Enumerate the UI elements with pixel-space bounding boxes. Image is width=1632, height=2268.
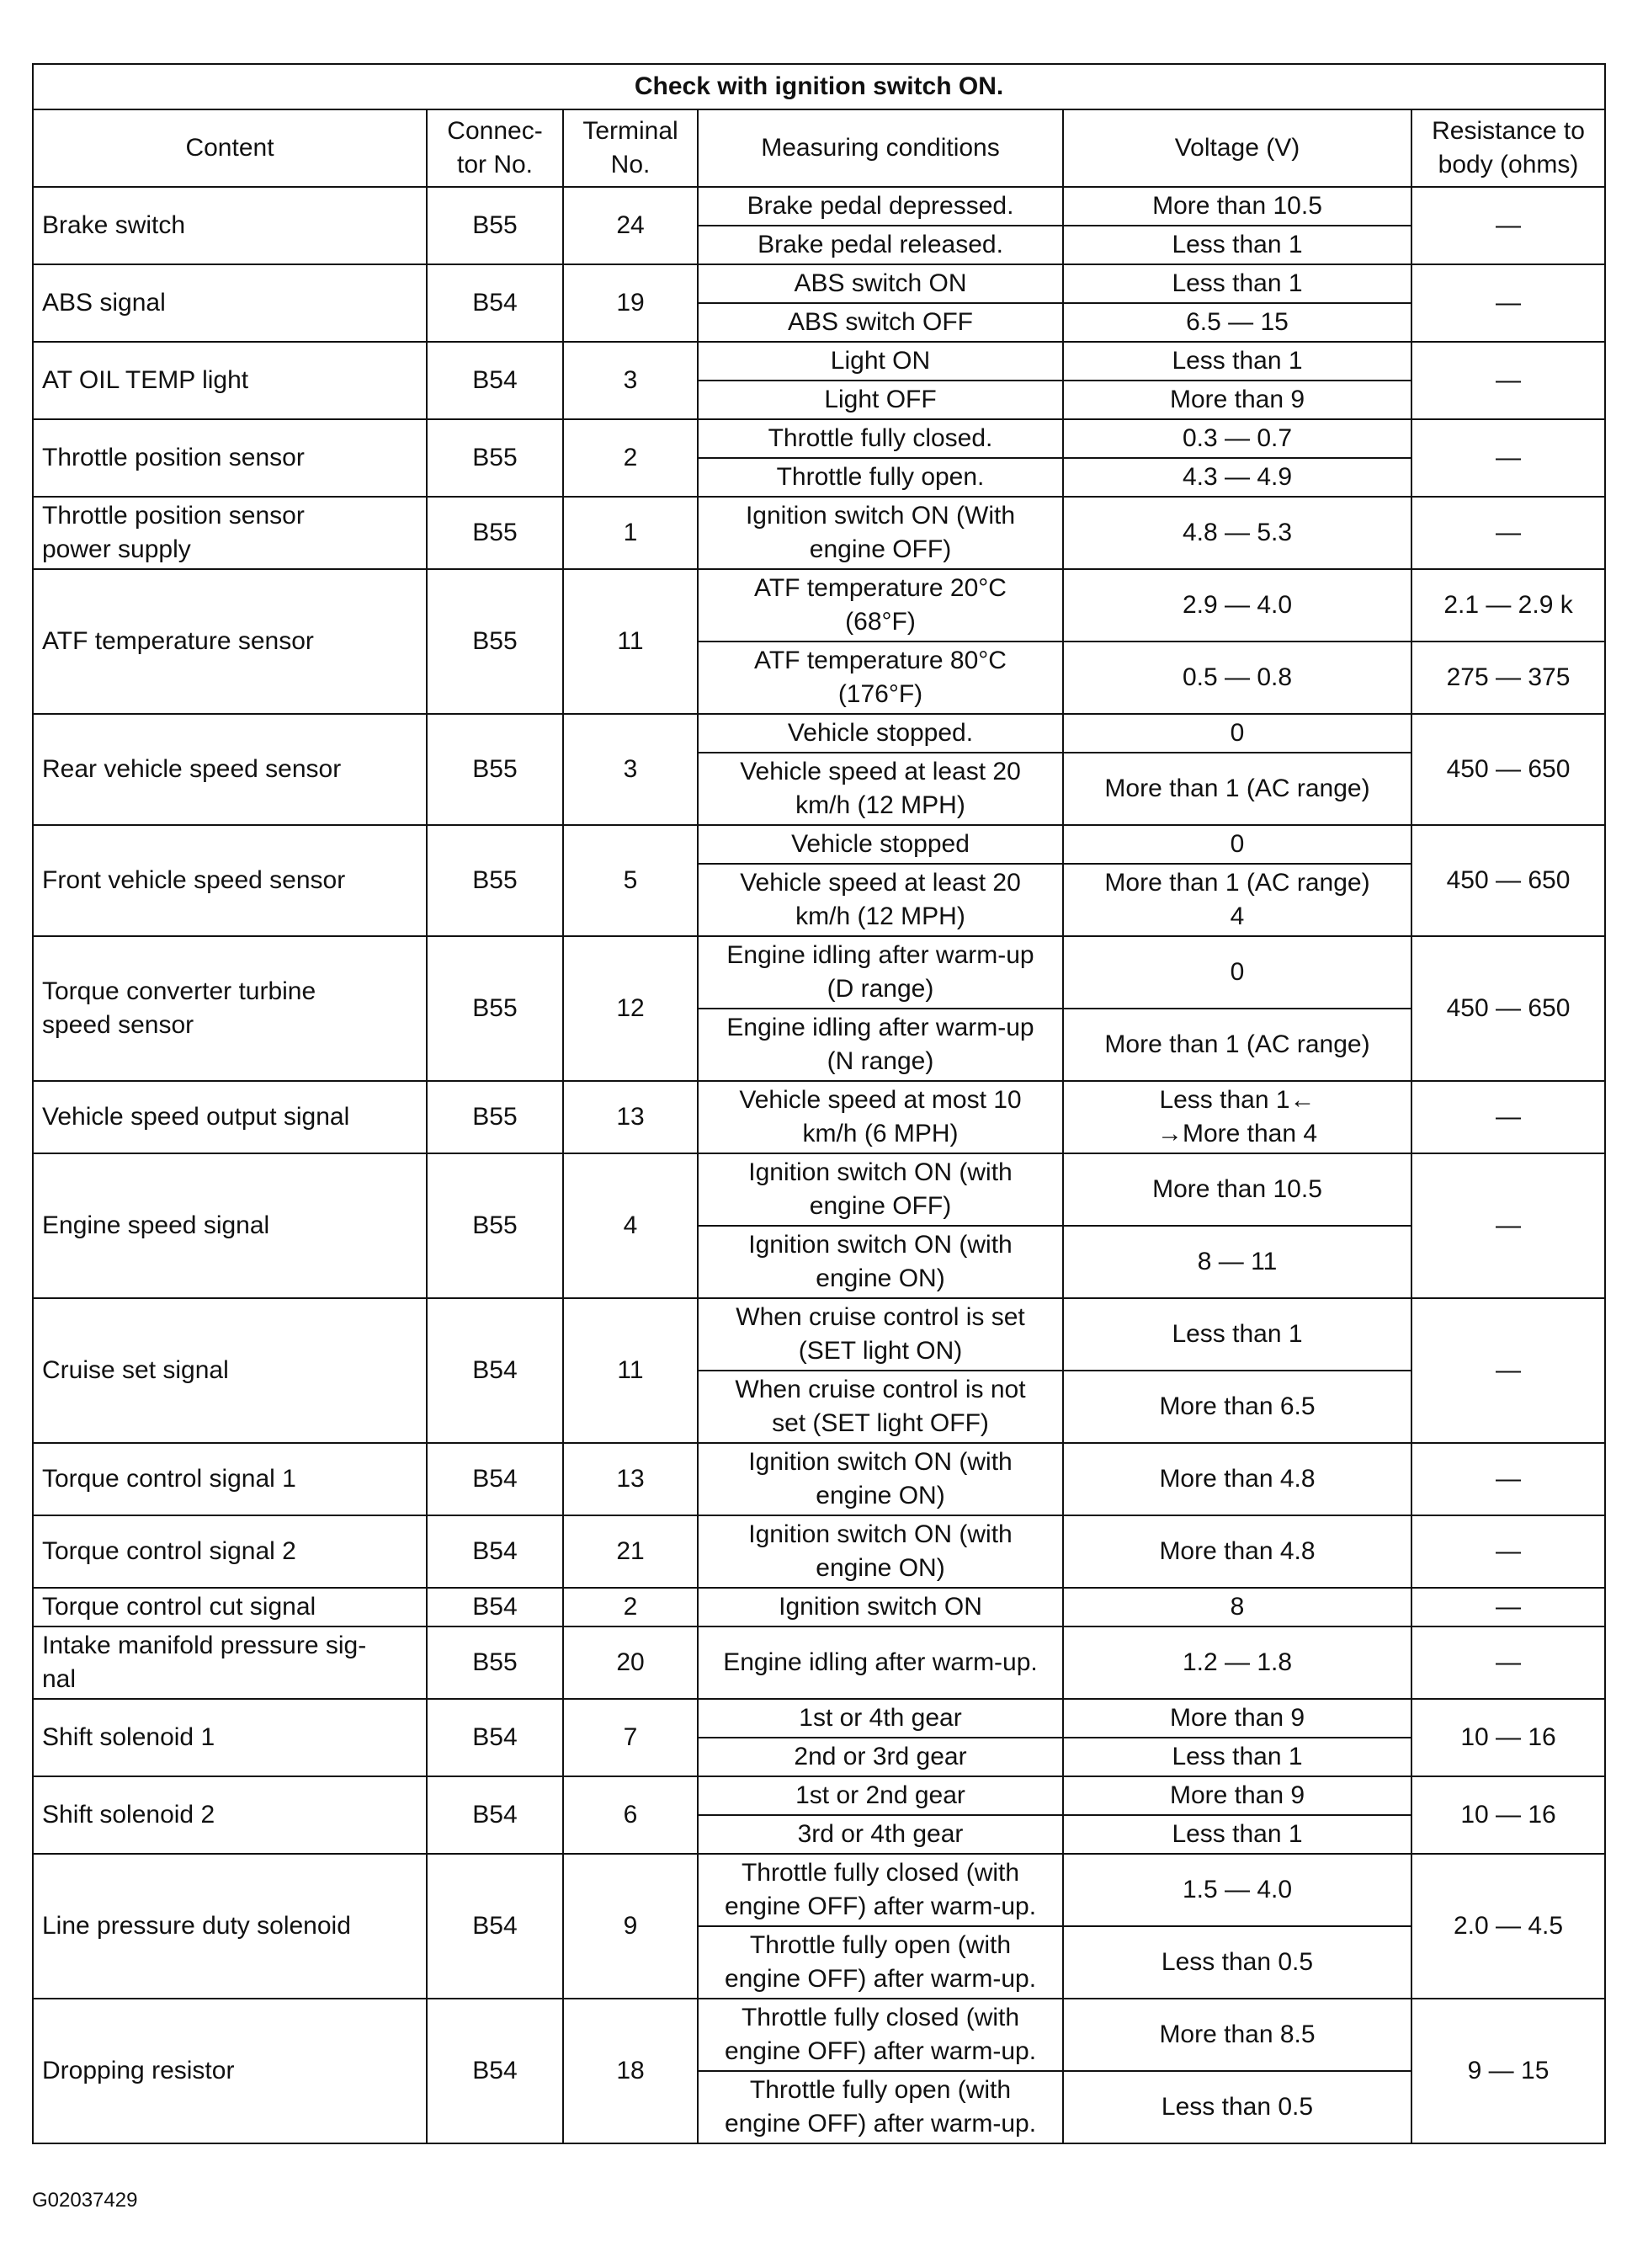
- cell-condition: 2nd or 3rd gear: [698, 1738, 1063, 1776]
- cell-connector: B54: [427, 1854, 563, 1999]
- header-conditions: Measuring conditions: [698, 109, 1063, 187]
- cell-connector: B55: [427, 936, 563, 1081]
- cell-condition: Vehicle speed at least 20 km/h (12 MPH): [698, 753, 1063, 825]
- table-row: [33, 1854, 1605, 1926]
- cell-content: ATF temperature sensor: [33, 569, 427, 714]
- cell-condition: Throttle fully open (with engine OFF) after warm-up.: [698, 1926, 1063, 1999]
- table-row: [33, 187, 1605, 226]
- cell-resistance: —: [1411, 1153, 1605, 1298]
- table-row: [33, 1443, 1605, 1515]
- cell-content: Shift solenoid 1: [33, 1699, 427, 1776]
- cell-content: AT OIL TEMP light: [33, 342, 427, 419]
- cell-resistance: 2.1 — 2.9 k: [1411, 569, 1605, 642]
- cell-terminal: 4: [563, 1153, 698, 1298]
- cell-condition: Ignition switch ON: [698, 1588, 1063, 1626]
- cell-voltage: 0: [1063, 714, 1411, 753]
- table-row: [33, 714, 1605, 753]
- cell-condition: Vehicle stopped.: [698, 714, 1063, 753]
- header-resistance: Resistance to body (ohms): [1411, 109, 1605, 187]
- cell-content: Front vehicle speed sensor: [33, 825, 427, 936]
- cell-connector: B54: [427, 264, 563, 342]
- cell-voltage: More than 9: [1063, 1699, 1411, 1738]
- cell-connector: B54: [427, 1298, 563, 1443]
- cell-voltage: More than 10.5: [1063, 1153, 1411, 1226]
- cell-voltage: 4.8 — 5.3: [1063, 497, 1411, 569]
- cell-terminal: 19: [563, 264, 698, 342]
- cell-resistance: —: [1411, 419, 1605, 497]
- cell-content: Cruise set signal: [33, 1298, 427, 1443]
- cell-content: Torque control cut signal: [33, 1588, 427, 1626]
- cell-voltage: Less than 1: [1063, 226, 1411, 264]
- cell-voltage: More than 4.8: [1063, 1443, 1411, 1515]
- table-row: [33, 1699, 1605, 1738]
- cell-condition: 3rd or 4th gear: [698, 1815, 1063, 1854]
- cell-voltage: More than 9: [1063, 381, 1411, 419]
- table-row: [33, 264, 1605, 303]
- cell-terminal: 2: [563, 419, 698, 497]
- cell-voltage: 0: [1063, 936, 1411, 1009]
- cell-connector: B55: [427, 1081, 563, 1153]
- header-voltage: Voltage (V): [1063, 109, 1411, 187]
- cell-condition: Ignition switch ON (with engine ON): [698, 1443, 1063, 1515]
- cell-condition: Throttle fully open (with engine OFF) after warm-up.: [698, 2071, 1063, 2143]
- cell-content: Vehicle speed output signal: [33, 1081, 427, 1153]
- cell-terminal: 11: [563, 569, 698, 714]
- table-row: [33, 342, 1605, 381]
- cell-voltage: 8 — 11: [1063, 1226, 1411, 1298]
- header-terminal: Terminal No.: [563, 109, 698, 187]
- spec-table: [32, 63, 1606, 2144]
- cell-terminal: 6: [563, 1776, 698, 1854]
- cell-connector: B54: [427, 342, 563, 419]
- cell-terminal: 11: [563, 1298, 698, 1443]
- cell-connector: B54: [427, 1699, 563, 1776]
- cell-resistance: —: [1411, 1626, 1605, 1699]
- table-row: [33, 1081, 1605, 1153]
- table-row: [33, 825, 1605, 864]
- cell-content: Engine speed signal: [33, 1153, 427, 1298]
- cell-voltage: More than 9: [1063, 1776, 1411, 1815]
- cell-condition: Brake pedal released.: [698, 226, 1063, 264]
- cell-terminal: 7: [563, 1699, 698, 1776]
- cell-voltage: 0: [1063, 825, 1411, 864]
- cell-voltage: Less than 1: [1063, 264, 1411, 303]
- cell-voltage: Less than 1: [1063, 342, 1411, 381]
- cell-connector: B55: [427, 1626, 563, 1699]
- table-row: [33, 1776, 1605, 1815]
- cell-condition: Ignition switch ON (with engine ON): [698, 1226, 1063, 1298]
- cell-terminal: 20: [563, 1626, 698, 1699]
- cell-condition: Light OFF: [698, 381, 1063, 419]
- cell-connector: B55: [427, 187, 563, 264]
- cell-resistance: 10 — 16: [1411, 1699, 1605, 1776]
- cell-voltage: 0.5 — 0.8: [1063, 642, 1411, 714]
- cell-connector: B54: [427, 1588, 563, 1626]
- table-row: [33, 1153, 1605, 1226]
- cell-content: Throttle position sensor: [33, 419, 427, 497]
- cell-voltage: Less than 1← →More than 4: [1063, 1081, 1411, 1153]
- cell-condition: Vehicle speed at least 20 km/h (12 MPH): [698, 864, 1063, 936]
- cell-condition: Light ON: [698, 342, 1063, 381]
- cell-voltage: 0.3 — 0.7: [1063, 419, 1411, 458]
- cell-condition: Vehicle stopped: [698, 825, 1063, 864]
- cell-connector: B55: [427, 419, 563, 497]
- cell-voltage: 6.5 — 15: [1063, 303, 1411, 342]
- cell-resistance: —: [1411, 1443, 1605, 1515]
- cell-connector: B54: [427, 1776, 563, 1854]
- cell-terminal: 13: [563, 1443, 698, 1515]
- cell-voltage: 8: [1063, 1588, 1411, 1626]
- cell-terminal: 2: [563, 1588, 698, 1626]
- cell-terminal: 9: [563, 1854, 698, 1999]
- cell-content: Throttle position sensor power supply: [33, 497, 427, 569]
- cell-voltage: Less than 1: [1063, 1738, 1411, 1776]
- cell-resistance: —: [1411, 1081, 1605, 1153]
- cell-condition: ABS switch OFF: [698, 303, 1063, 342]
- cell-resistance: —: [1411, 1298, 1605, 1443]
- cell-condition: Ignition switch ON (With engine OFF): [698, 497, 1063, 569]
- cell-condition: Throttle fully closed (with engine OFF) after warm-up.: [698, 1999, 1063, 2071]
- cell-content: Line pressure duty solenoid: [33, 1854, 427, 1999]
- cell-terminal: 24: [563, 187, 698, 264]
- cell-voltage: Less than 0.5: [1063, 2071, 1411, 2143]
- cell-voltage: 1.5 — 4.0: [1063, 1854, 1411, 1926]
- cell-connector: B54: [427, 1443, 563, 1515]
- table-row: [33, 497, 1605, 569]
- cell-condition: 1st or 2nd gear: [698, 1776, 1063, 1815]
- table-row: [33, 419, 1605, 458]
- header-content: Content: [33, 109, 427, 187]
- cell-condition: ABS switch ON: [698, 264, 1063, 303]
- cell-resistance: —: [1411, 1588, 1605, 1626]
- cell-voltage: Less than 1: [1063, 1298, 1411, 1371]
- cell-content: Torque converter turbine speed sensor: [33, 936, 427, 1081]
- spec-table-container: [32, 63, 1604, 2144]
- cell-voltage: 1.2 — 1.8: [1063, 1626, 1411, 1699]
- cell-content: Shift solenoid 2: [33, 1776, 427, 1854]
- cell-content: Brake switch: [33, 187, 427, 264]
- cell-voltage: More than 1 (AC range): [1063, 753, 1411, 825]
- table-row: [33, 1515, 1605, 1588]
- cell-condition: Engine idling after warm-up.: [698, 1626, 1063, 1699]
- cell-connector: B55: [427, 825, 563, 936]
- cell-connector: B54: [427, 1515, 563, 1588]
- cell-terminal: 12: [563, 936, 698, 1081]
- cell-condition: When cruise control is set (SET light ON): [698, 1298, 1063, 1371]
- cell-resistance: 450 — 650: [1411, 936, 1605, 1081]
- cell-voltage: More than 6.5: [1063, 1371, 1411, 1443]
- cell-condition: Ignition switch ON (with engine OFF): [698, 1153, 1063, 1226]
- cell-content: Torque control signal 1: [33, 1443, 427, 1515]
- cell-content: Torque control signal 2: [33, 1515, 427, 1588]
- cell-condition: ATF temperature 80°C (176°F): [698, 642, 1063, 714]
- header-connector: Connec- tor No.: [427, 109, 563, 187]
- cell-connector: B55: [427, 569, 563, 714]
- cell-voltage: More than 8.5: [1063, 1999, 1411, 2071]
- cell-condition: Engine idling after warm-up (D range): [698, 936, 1063, 1009]
- cell-condition: Throttle fully closed.: [698, 419, 1063, 458]
- cell-voltage: 2.9 — 4.0: [1063, 569, 1411, 642]
- cell-condition: Ignition switch ON (with engine ON): [698, 1515, 1063, 1588]
- cell-resistance: —: [1411, 264, 1605, 342]
- table-title: Check with ignition switch ON.: [33, 64, 1605, 109]
- cell-condition: Brake pedal depressed.: [698, 187, 1063, 226]
- cell-terminal: 5: [563, 825, 698, 936]
- cell-resistance: —: [1411, 187, 1605, 264]
- cell-condition: Vehicle speed at most 10 km/h (6 MPH): [698, 1081, 1063, 1153]
- cell-connector: B55: [427, 1153, 563, 1298]
- cell-voltage: Less than 1: [1063, 1815, 1411, 1854]
- cell-connector: B54: [427, 1999, 563, 2143]
- cell-resistance: 9 — 15: [1411, 1999, 1605, 2143]
- cell-terminal: 13: [563, 1081, 698, 1153]
- cell-terminal: 21: [563, 1515, 698, 1588]
- cell-condition: Throttle fully open.: [698, 458, 1063, 497]
- cell-terminal: 18: [563, 1999, 698, 2143]
- cell-resistance: 275 — 375: [1411, 642, 1605, 714]
- figure-code: G02037429: [32, 2189, 138, 2212]
- table-row: [33, 1298, 1605, 1371]
- cell-condition: Engine idling after warm-up (N range): [698, 1009, 1063, 1081]
- cell-voltage: Less than 0.5: [1063, 1926, 1411, 1999]
- cell-content: Dropping resistor: [33, 1999, 427, 2143]
- table-row: [33, 569, 1605, 642]
- cell-condition: 1st or 4th gear: [698, 1699, 1063, 1738]
- cell-terminal: 1: [563, 497, 698, 569]
- table-body: [33, 187, 1605, 2143]
- table-row: [33, 1999, 1605, 2071]
- cell-resistance: 450 — 650: [1411, 714, 1605, 825]
- cell-terminal: 3: [563, 342, 698, 419]
- cell-voltage: More than 10.5: [1063, 187, 1411, 226]
- cell-terminal: 3: [563, 714, 698, 825]
- cell-connector: B55: [427, 714, 563, 825]
- cell-resistance: —: [1411, 1515, 1605, 1588]
- cell-resistance: 450 — 650: [1411, 825, 1605, 936]
- cell-connector: B55: [427, 497, 563, 569]
- cell-condition: Throttle fully closed (with engine OFF) after warm-up.: [698, 1854, 1063, 1926]
- cell-condition: ATF temperature 20°C (68°F): [698, 569, 1063, 642]
- cell-content: Rear vehicle speed sensor: [33, 714, 427, 825]
- cell-content: Intake manifold pressure sig- nal: [33, 1626, 427, 1699]
- cell-voltage: 4.3 — 4.9: [1063, 458, 1411, 497]
- cell-condition: When cruise control is not set (SET light OFF): [698, 1371, 1063, 1443]
- cell-voltage: More than 1 (AC range): [1063, 1009, 1411, 1081]
- table-row: [33, 1588, 1605, 1626]
- cell-resistance: 2.0 — 4.5: [1411, 1854, 1605, 1999]
- cell-resistance: —: [1411, 342, 1605, 419]
- cell-resistance: 10 — 16: [1411, 1776, 1605, 1854]
- cell-voltage: More than 1 (AC range) 4: [1063, 864, 1411, 936]
- table-row: [33, 1626, 1605, 1699]
- cell-resistance: —: [1411, 497, 1605, 569]
- table-row: [33, 936, 1605, 1009]
- cell-voltage: More than 4.8: [1063, 1515, 1411, 1588]
- cell-content: ABS signal: [33, 264, 427, 342]
